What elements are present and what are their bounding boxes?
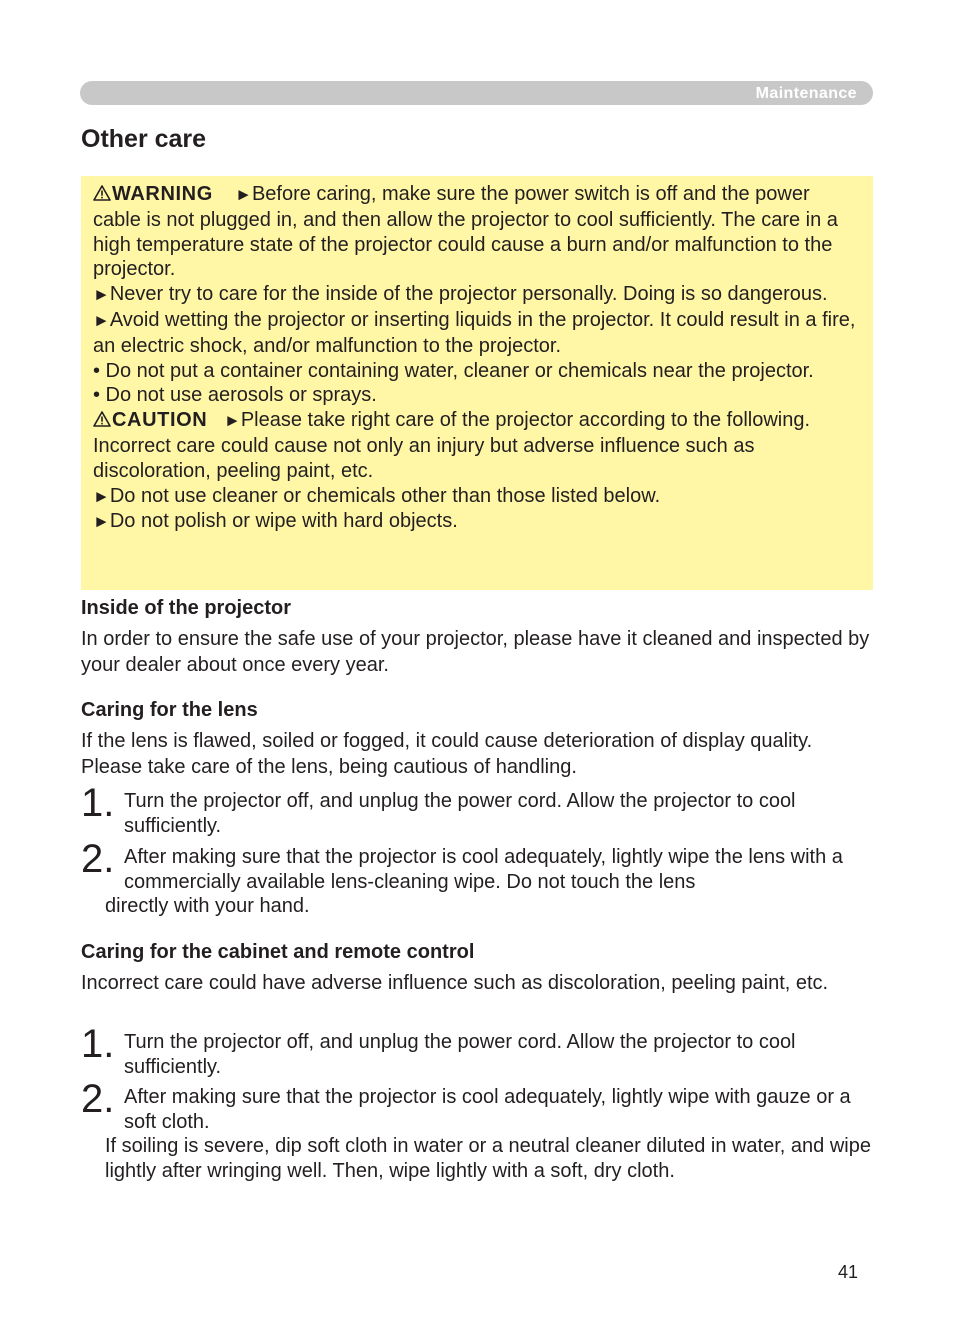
warning-item (93, 282, 861, 308)
caution-text: Do not polish or wipe with hard objects. (109, 510, 458, 533)
arrow-icon: ► (235, 185, 252, 204)
step-number: 1. (81, 1022, 115, 1066)
warning-bullet: • Do not put a container containing water, cleaner or chemicals near the projector. (93, 359, 814, 382)
warning-text: Before caring, make sure the power switch is off and the power cable is not plugged in, and then allow the projector to cool sufficiently. The care in a high temperature state of the projector could cause a burn and/or malfunction to the projector. (93, 183, 838, 281)
section-heading-inside: Inside of the projector (81, 597, 292, 619)
section-header-bar (80, 81, 873, 105)
section-heading-lens: Caring for the lens (81, 699, 258, 721)
section-label: Maintenance (755, 85, 857, 102)
cabinet-text: Incorrect care could have adverse influence such as discoloration, peeling paint, etc. (81, 972, 829, 994)
warning-label: WARNING (112, 183, 213, 205)
lens-step-2 (81, 837, 876, 919)
caution-item (93, 484, 861, 510)
step-text: After making sure that the projector is cool adequately, lightly wipe the lens with a commercially available lens-cleaning wipe. Do not touch the lens (124, 846, 843, 893)
caution-triangle-icon (93, 411, 111, 427)
cabinet-step-2 (81, 1077, 876, 1183)
caution-item (93, 509, 861, 535)
page-number: 41 (838, 1262, 859, 1282)
lens-step-1 (81, 781, 876, 838)
arrow-icon: ► (93, 486, 110, 506)
step-text: Turn the projector off, and unplug the power cord. Allow the projector to cool sufficiently. (124, 1031, 796, 1078)
warning-item (93, 308, 861, 359)
caution-text: Please take right care of the projector according to the following. Incorrect care could cause not only an injury but adverse influence such as discoloration, peeling paint, etc. (93, 409, 811, 482)
caution-text: Do not use cleaner or chemicals other than those listed below. (109, 484, 661, 507)
warning-text: Avoid wetting the projector or inserting liquids in the projector. It could result in a fire, an electric shock, and/or malfunction to the projector. (93, 308, 856, 357)
page-title: Other care (81, 125, 207, 153)
caution-paragraph (93, 408, 861, 483)
warning-bullet: • Do not use aerosols or sprays. (93, 384, 377, 407)
arrow-icon: ► (93, 285, 110, 305)
lens-text: If the lens is flawed, soiled or fogged, it could cause deterioration of display quality. Please take care of the lens, being cautious of handling. (81, 730, 813, 778)
step-number: 2. (81, 1077, 115, 1121)
step-continuation: If soiling is severe, dip soft cloth in water or a neutral cleaner diluted in water, and wipe lightly after wringing well. Then, wipe lightly with a soft, dry cloth. (105, 1135, 871, 1182)
warning-box (81, 176, 873, 590)
warning-paragraph (93, 182, 861, 282)
arrow-icon: ► (93, 310, 110, 330)
arrow-icon: ► (93, 512, 110, 532)
warning-text: Never try to care for the inside of the projector personally. Doing is so dangerous. (109, 283, 828, 306)
caution-label: CAUTION (112, 409, 208, 432)
arrow-icon: ► (223, 411, 241, 431)
inside-text: In order to ensure the safe use of your projector, please have it cleaned and inspected by your dealer about once every year. (81, 628, 870, 676)
step-number: 1. (81, 781, 115, 825)
step-text: After making sure that the projector is cool adequately, lightly wipe with gauze or a soft cloth. (124, 1086, 851, 1133)
step-continuation: directly with your hand. (105, 895, 310, 917)
step-text: Turn the projector off, and unplug the power cord. Allow the projector to cool sufficiently. (124, 790, 796, 837)
cabinet-step-1 (81, 1022, 876, 1079)
step-number: 2. (81, 837, 115, 881)
warning-triangle-icon (93, 185, 111, 201)
section-heading-cabinet: Caring for the cabinet and remote control (81, 941, 475, 963)
